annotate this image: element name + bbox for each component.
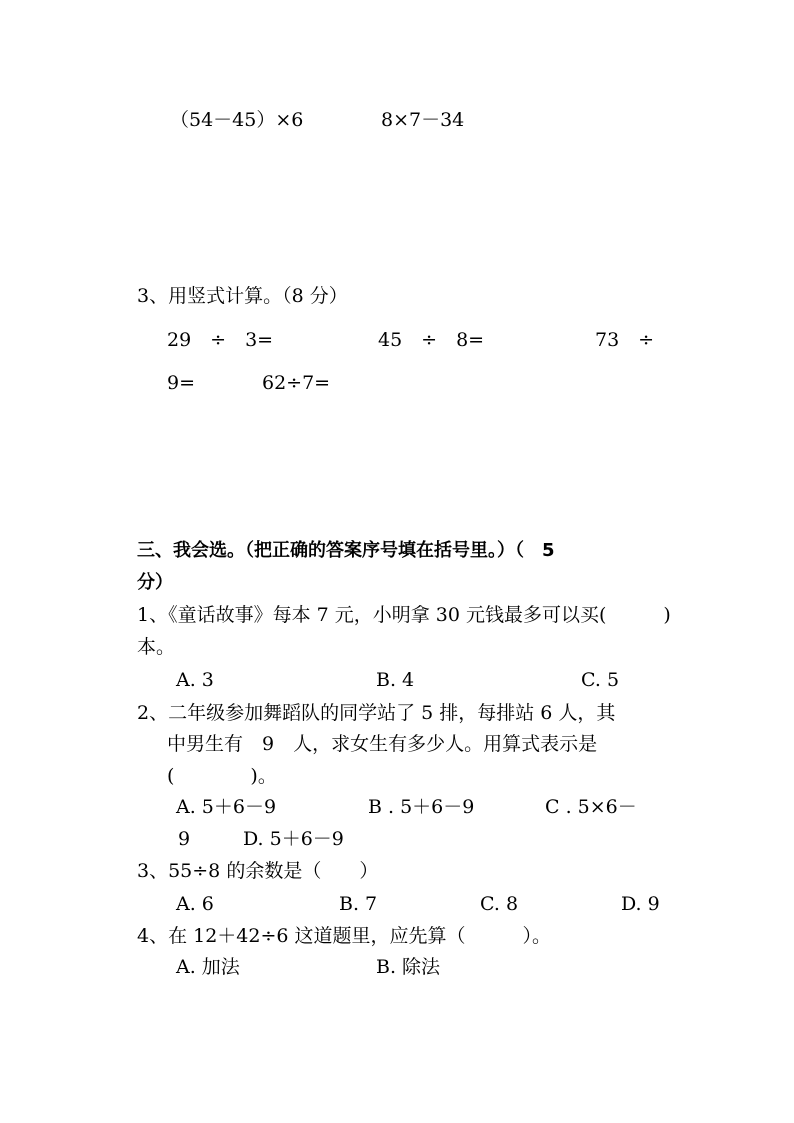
q3-expression-3: 73 ÷ <box>595 329 655 351</box>
choice-q1-option-a: A. 3 <box>176 669 214 691</box>
choice-q2-option-a: A. 5＋6－9 <box>176 796 277 818</box>
choice-q1-text-cont: 本。 <box>137 636 176 658</box>
q3-expression-4: 62÷7= <box>262 372 331 394</box>
expression-a: （54－45）×6 <box>170 109 304 131</box>
choice-q3-option-a: A. 6 <box>176 893 214 915</box>
choice-q3-option-b: B. 7 <box>339 893 378 915</box>
choice-q1-text: 1、《童话故事》每本 7 元，小明拿 30 元钱最多可以买( ) <box>137 604 671 626</box>
choice-q4-text: 4、在 12＋42÷6 这道题里，应先算（ ）。 <box>137 925 552 947</box>
choice-q3-option-c: C. 8 <box>480 893 519 915</box>
choice-q1-option-b: B. 4 <box>376 669 415 691</box>
expression-b: 8×7－34 <box>381 109 465 131</box>
choice-q1-option-c: C. 5 <box>581 669 620 691</box>
choice-q4-option-a: A. 加法 <box>176 956 240 978</box>
q3-expression-1: 29 ÷ 3= <box>167 329 274 351</box>
choice-q2-option-b: B . 5＋6－9 <box>368 796 475 818</box>
choice-q2-option-d: D. 5＋6－9 <box>243 828 344 850</box>
choice-q2-text-cont2: ( )。 <box>167 765 277 787</box>
q3-title: 3、用竖式计算。（8 分） <box>137 285 348 307</box>
choice-q3-option-d: D. 9 <box>621 893 660 915</box>
q3-expression-3-cont: 9= <box>167 372 196 394</box>
choice-q2-option-c: C . 5×6－ <box>545 796 637 818</box>
choice-q2-text: 2、二年级参加舞蹈队的同学站了 5 排，每排站 6 人，其 <box>137 702 616 724</box>
section3-heading-cont: 分） <box>137 572 173 593</box>
choice-q2-option-c-cont: 9 <box>178 828 191 850</box>
choice-q3-text: 3、55÷8 的余数是（ ） <box>137 860 379 882</box>
choice-q2-text-cont: 中男生有 9 人，求女生有多少人。用算式表示是 <box>167 733 598 755</box>
choice-q4-option-b: B. 除法 <box>376 956 441 978</box>
q3-expression-2: 45 ÷ 8= <box>378 329 485 351</box>
section3-heading: 三、我会选。（把正确的答案序号填在括号里。）（ 5 <box>137 540 555 561</box>
